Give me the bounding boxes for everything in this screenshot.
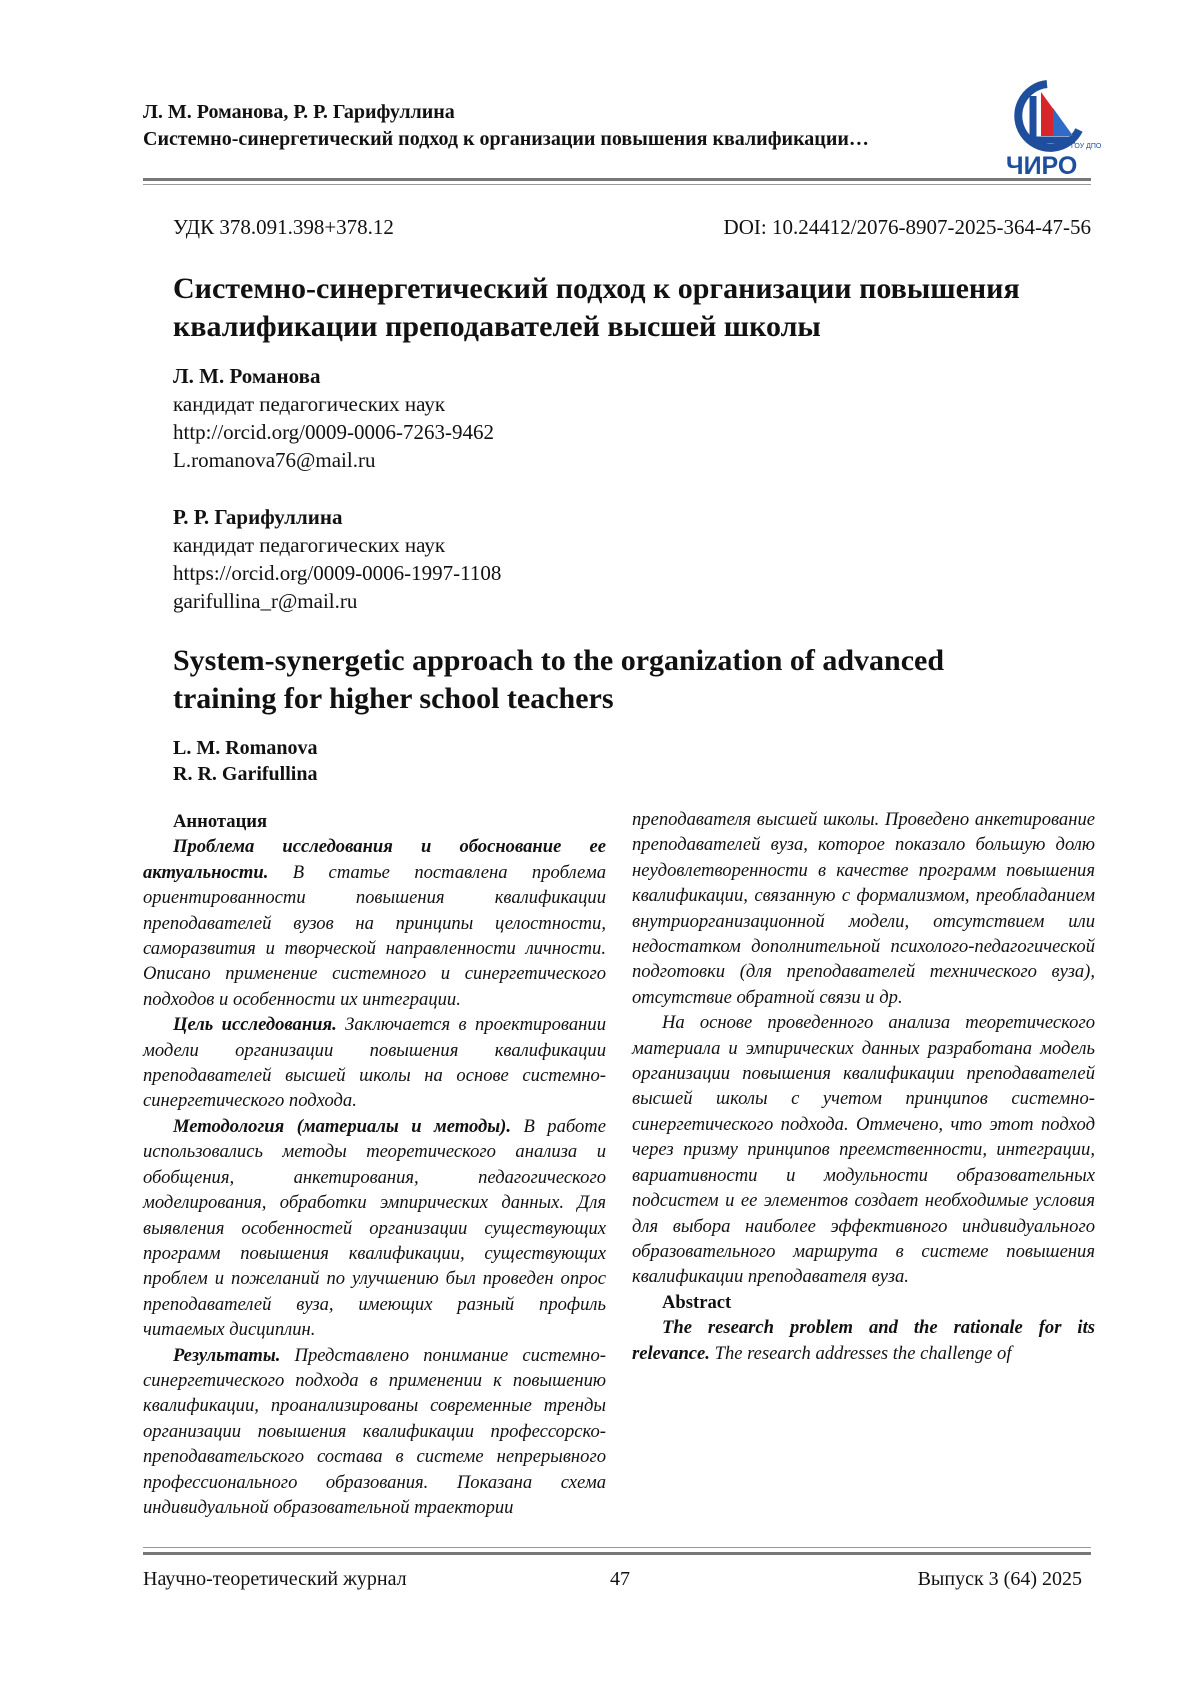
author-email[interactable]: garifullina_r@mail.ru	[173, 589, 358, 613]
abstract-text: Представлено понимание системно-синергетического подхода в применении к повышению квалификации, проанализированы современные тренды организации повышения квалификации профессорско-преподавательского состава в системе непрерывного профессионального образования. Показана схема индивидуальной образовательной траектории	[143, 1344, 606, 1518]
article-title-en-line2: training for higher school teachers	[173, 682, 614, 715]
running-header	[143, 99, 973, 153]
udc-code: УДК 378.091.398+378.12	[173, 215, 394, 239]
article-title-en	[173, 642, 1093, 718]
abstract-heading-en: Abstract	[662, 1291, 732, 1313]
page-number: 47	[610, 1568, 630, 1590]
author-email[interactable]: L.romanova76@mail.ru	[173, 448, 376, 472]
header-rule	[143, 178, 1091, 181]
article-title-ru-line2: квалификации преподавателей высшей школы	[173, 310, 821, 343]
author-name: Л. М. Романова	[173, 364, 321, 388]
author-orcid[interactable]: https://orcid.org/0009-0006-1997-1108	[173, 561, 502, 585]
abstract-paragraph	[143, 1114, 606, 1343]
author-name-en: L. M. Romanova	[173, 737, 318, 759]
header-rule-thin	[143, 184, 1091, 185]
abstract-paragraph	[143, 1343, 606, 1521]
abstract-text: Заключается в проектировании модели организации повышения квалификации преподавателей высшей школы на основе системно-синергетического подхода.	[143, 1014, 606, 1112]
author-name: Р. Р. Гарифуллина	[173, 505, 343, 529]
abstract-text: В работе использовались методы теоретического анализа и обобщения, анкетирования, педагогического моделирования, обработки эмпирических данных. Для выявления особенностей организации существующих программ повышения квалификации, существующих проблем и пожеланий по улучшению был проведен опрос преподавателей вуза, имеющих разный профиль читаемых дисциплин.	[143, 1115, 606, 1341]
footer-rule	[143, 1552, 1091, 1555]
author-block	[173, 362, 494, 474]
abstract-column-left	[143, 809, 606, 1520]
authors-en	[173, 735, 317, 787]
author-block	[173, 503, 501, 615]
footer-rule-thin	[143, 1547, 1091, 1548]
author-degree: кандидат педагогических наук	[173, 392, 446, 416]
abstract-label: The research problem and the rationale for its relevance.	[632, 1317, 1095, 1364]
article-title-ru	[173, 270, 1093, 346]
abstract-text: В статье поставлена проблема ориентированности повышения квалификации преподавателей вузов на принципы целостности, саморазвития и творческой направленности личности. Описано применение системного и синергетического подходов и особенности их интеграции.	[143, 861, 606, 1010]
author-name-en: R. R. Garifullina	[173, 763, 318, 785]
abstract-heading-ru: Аннотация	[173, 811, 268, 832]
abstract-paragraph	[143, 834, 606, 1012]
abstract-paragraph-continued: преподавателя высшей школы. Проведено анкетирование преподавателей вуза, которое показало большую долю неудовлетворенности в качестве программ повышения квалификации, связанную с формализмом, преобладанием внутриорганизационной модели, отсутствием или недостатком дополнительной психолого-педагогической подготовки (для преподавателей технического вуза), отсутствие обратной связи и др.	[632, 809, 1095, 1008]
doi-code: DOI: 10.24412/2076-8907-2025-364-47-56	[723, 215, 1091, 239]
chiro-logo-mark	[1003, 78, 1102, 180]
issue-info: Выпуск 3 (64) 2025	[917, 1568, 1082, 1590]
running-header-authors: Л. М. Романова, Р. Р. Гарифуллина	[143, 101, 455, 123]
author-orcid[interactable]: http://orcid.org/0009-0006-7263-9462	[173, 420, 494, 444]
article-title-en-line1: System-synergetic approach to the organization of advanced	[173, 644, 945, 677]
logo-triangle-blue	[1053, 108, 1073, 136]
author-degree: кандидат педагогических наук	[173, 533, 446, 557]
article-title-ru-line1: Системно-синергетический подход к организации повышения	[173, 272, 1020, 305]
abstract-label: Методология (материалы и методы).	[173, 1115, 512, 1137]
abstract-paragraph	[632, 1315, 1095, 1366]
chiro-logo	[1003, 78, 1102, 180]
abstract-text: The research addresses the challenge of	[709, 1342, 1012, 1364]
journal-name: Научно-теоретический журнал	[143, 1568, 407, 1590]
abstract-column-right	[632, 807, 1095, 1366]
abstract-label: Цель исследования.	[173, 1014, 337, 1036]
abstract-paragraph	[143, 1012, 606, 1114]
running-header-title: Системно-синергетический подход к организации повышения квалификации…	[143, 128, 869, 150]
abstract-label: Проблема исследования и обоснование ее актуальности.	[143, 836, 606, 883]
logo-badge: ГОУ ДПО	[1071, 143, 1102, 150]
abstract-paragraph: На основе проведенного анализа теоретического материала и эмпирических данных разработана модель организации повышения квалификации преподавателей высшей школы с учетом принципов системно-синергетического подхода. Отмечено, что этот подход через призму принципов преемственности, интеграции, вариативности и модульности образовательных подсистем и ее элементов создает необходимые условия для выбора наиболее эффективного индивидуального образовательного маршрута в системе повышения квалификации преподавателя вуза.	[632, 1012, 1095, 1288]
abstract-label: Результаты.	[173, 1344, 281, 1366]
logo-text: ЧИРО	[1006, 152, 1078, 180]
